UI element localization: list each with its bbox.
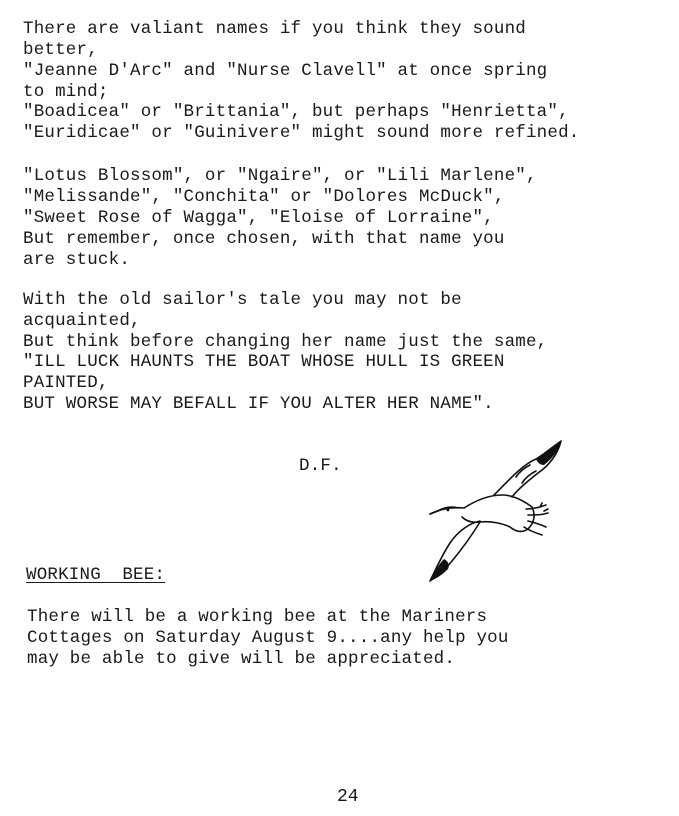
working-bee-line: Cottages on Saturday August 9....any help you [27,628,509,648]
poem-line: "Jeanne D'Arc" and "Nurse Clavell" at once spring [23,61,548,81]
working-bee-line: There will be a working bee at the Mariners [27,607,488,627]
poem-line: "Sweet Rose of Wagga", "Eloise of Lorraine", [23,208,494,228]
poem-line: "ILL LUCK HAUNTS THE BOAT WHOSE HULL IS GREEN [23,352,505,372]
poem-line: But think before changing her name just the same, [23,332,548,352]
author-signature: D.F. [299,456,342,476]
poem-line: But remember, once chosen, with that name you [23,229,505,249]
working-bee-heading: WORKING BEE: [26,565,166,585]
poem-line: There are valiant names if you think they sound [23,19,526,39]
poem-line: acquainted, [23,311,141,331]
page-number: 24 [337,787,359,807]
poem-line: "Lotus Blossom", or "Ngaire", or "Lili Marlene", [23,166,537,186]
poem-line: are stuck. [23,250,131,270]
poem-line: better, [23,40,98,60]
seagull-icon [426,437,566,583]
poem-line: "Euridicae" or "Guinivere" might sound more refined. [23,123,580,143]
poem-line: BUT WORSE MAY BEFALL IF YOU ALTER HER NAME". [23,394,494,414]
poem-line: PAINTED, [23,373,109,393]
working-bee-line: may be able to give will be appreciated. [27,649,456,669]
poem-line: to mind; [23,82,109,102]
poem-line: With the old sailor's tale you may not be [23,290,462,310]
poem-line: "Boadicea" or "Brittania", but perhaps "Henrietta", [23,102,569,122]
poem-line: "Melissande", "Conchita" or "Dolores McDuck", [23,187,505,207]
